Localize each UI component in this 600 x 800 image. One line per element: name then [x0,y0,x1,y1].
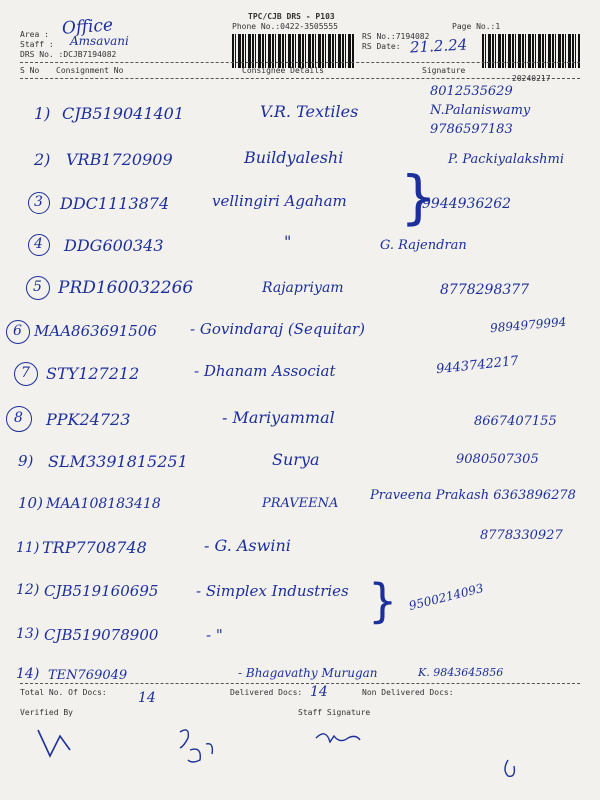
consignment-number: SLM3391815251 [48,452,188,471]
recipient-signature: 8012535629 N.Palaniswamy 9786597183 [430,84,531,137]
consignee-name: Buildyaleshi [244,148,344,167]
entry-number: 10) [18,494,43,512]
page-number: Page No.:1 [452,22,501,31]
staff-handwritten: Amsavani [70,34,129,48]
recipient-signature: 9894979994 [489,314,567,336]
recipient-signature: 9080507305 [456,452,539,467]
area-label: Area : [20,30,49,39]
verified-by-label: Verified By [20,708,73,717]
entry-number: 14) [16,666,40,682]
consignment-number: CJB519041401 [62,104,185,123]
column-divider [20,78,580,79]
report-title: TPC/CJB DRS - P103 [248,12,335,21]
delivered-docs-label: Delivered Docs: [230,688,303,697]
entry-number: 2) [34,150,51,169]
consignee-name: - Mariyammal [222,408,335,427]
staff-signature-label: Staff Signature [298,708,371,717]
consignment-number: TRP7708748 [42,538,147,557]
consignee-name: Rajapriyam [262,280,344,296]
staff-label: Staff : [20,40,54,49]
consignment-number: TEN769049 [48,668,128,683]
print-date: 20240217 [512,74,551,83]
consignment-number: DDG600343 [64,236,164,255]
consignee-name: PRAVEENA [262,496,339,511]
consignee-name: - G. Aswini [204,536,291,555]
staff-initials [180,730,212,762]
consignee-name: - Bhagavathy Murugan [238,666,378,680]
recipient-signature: P. Packiyalakshmi [448,152,565,167]
recipient-signature: 8667407155 [474,414,557,429]
col-consignee: Consignee Details [242,66,324,75]
consignee-name: - " [206,626,223,644]
recipient-signature: G. Rajendran [380,238,467,253]
bracket-mark: } [368,574,398,628]
consignee-name: - Simplex Industries [196,582,349,600]
consignment-number: CJB519078900 [44,626,159,644]
bracket-mark: } [400,163,437,231]
footer-divider [20,683,580,684]
recipient-signature: K. 9843645856 [418,666,504,679]
drs-no-label: DRS No. :DCJB7194082 [20,50,117,59]
recipient-signature: 8778330927 [480,528,563,543]
entry-number: 9) [18,452,34,470]
recipient-signature: 8778298377 [440,282,530,298]
area-handwritten: Office [61,15,114,39]
consignment-number: PRD160032266 [58,278,194,298]
consignee-name: " [284,232,292,251]
consignment-number: VRB1720909 [66,150,173,169]
entry-number: 6 [13,323,22,339]
total-docs-value: 14 [138,690,156,706]
consignment-number: PPK24723 [46,410,131,429]
phone-number: Phone No.:0422-3505555 [232,22,338,31]
entry-number: 8 [14,410,23,426]
total-docs-label: Total No. Of Docs: [20,688,107,697]
consignee-name: vellingiri Agaham [212,192,347,210]
col-s-no: S No [20,66,40,75]
staff-signature [316,734,360,742]
recipient-signature: Praveena Prakash 6363896278 [370,488,576,503]
recipient-signature: 9443742217 [435,353,520,378]
consignee-name: - Dhanam Associat [194,362,336,380]
consignment-number: STY127212 [46,364,140,383]
consignment-number: DDC1113874 [60,194,170,213]
consignment-number: CJB519160695 [44,582,159,600]
recipient-signature: 9944936262 [422,196,512,212]
entry-number: 12) [16,582,40,598]
entry-number: 4 [34,236,43,252]
col-signature: Signature [422,66,466,75]
consignment-number: MAA863691506 [34,322,157,340]
consignee-name: V.R. Textiles [260,102,359,121]
footer-signatures [20,720,580,790]
rs-date-handwritten: 21.2.24 [409,35,468,57]
consignee-name: - Govindaraj (Sequitar) [190,320,365,338]
entry-number: 1) [34,104,51,123]
col-consignment: Consignment No [56,66,124,75]
header-divider [20,62,580,63]
entry-number: 5 [33,279,42,295]
rs-date-label: RS Date: [362,42,401,51]
verified-signature [38,730,70,756]
delivered-docs-value: 14 [310,684,328,700]
entry-number: 11) [16,540,40,556]
recipient-signature: 9500214093 [407,580,485,614]
rs-number: RS No.:7194082 [362,32,430,41]
consignment-number: MAA108183418 [46,496,161,512]
entry-number: 3 [34,194,43,210]
corner-mark [505,760,514,776]
non-delivered-docs-label: Non Delivered Docs: [362,688,454,697]
entry-number: 13) [16,626,40,642]
consignee-name: Surya [272,450,320,469]
entry-number: 7 [21,365,30,381]
